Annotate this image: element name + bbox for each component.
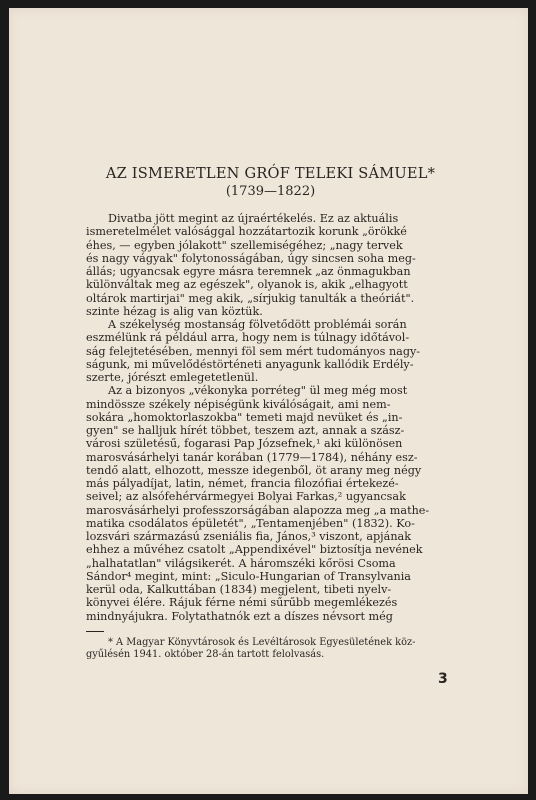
- body-line: szerte, jórészt emlegetetlenül.: [86, 371, 259, 384]
- body-line: tendő alatt, elhozott, messze idegenből, öt arany meg négy: [86, 463, 422, 477]
- body-line: sokára „homoktorlaszokba" temeti majd nevüket és „in-: [86, 410, 403, 424]
- body-line: „halhatatlan" világsikerét. A háromszéki kőrösi Csoma: [86, 556, 396, 570]
- body-line: állás; ugyancsak egyre másra teremnek „az önmagukban: [86, 265, 411, 278]
- page-number: 3: [438, 671, 448, 687]
- body-line: marosvásárhelyi tanár korában (1779—1784), néhány esz-: [86, 450, 418, 464]
- body-line: éhes, — egyben jólakott" szellemiségéhez; „nagy tervek: [86, 238, 403, 252]
- body-line: különváltak meg az egészek", olyanok is, akik „elhagyott: [86, 278, 408, 292]
- body-line: Az a bizonyos „vékonyka porréteg" ül meg még most: [108, 384, 408, 398]
- body-line: városi születésű, fogarasi Pap Józsefnek,¹ aki különösen: [86, 437, 403, 451]
- body-line: marosvásárhelyi professzorságában alapozza meg „a mathe-: [86, 503, 430, 517]
- body-line: Divatba jött megint az újraértékelés. Ez az aktuális: [108, 212, 399, 225]
- body-line: gyen" se halljuk hírét többet, teszem azt, annak a szász-: [86, 424, 405, 437]
- body-line: mindnyájukra. Folytathatnók ezt a díszes névsort még: [86, 609, 393, 623]
- body-line: Sándor⁴ megint, mint: „Siculo-Hungarian of Transylvania: [86, 569, 411, 583]
- book-page: [9, 8, 528, 794]
- body-line: és nagy vágyak" folytonosságában, úgy sincsen soha meg-: [86, 251, 416, 265]
- body-line: ság felejtetésében, mennyi föl sem mért tudományos nagy-: [86, 344, 421, 358]
- body-line: A székelység mostanság fölvetődött problémái során: [108, 318, 407, 331]
- article-title: AZ ISMERETLEN GRÓF TELEKI SÁMUEL*: [105, 165, 436, 182]
- article-body: [86, 212, 455, 623]
- body-line: mindössze székely népiségünk kiválóságait, ami nem-: [86, 397, 391, 411]
- page-content: [86, 165, 455, 661]
- body-line: eszmélünk rá például arra, hogy nem is túlnagy időtávol-: [86, 331, 410, 345]
- body-line: ismeretelmélet valósággal hozzátartozik korunk „örökké: [86, 225, 407, 239]
- life-dates: (1739—1822): [225, 184, 316, 199]
- body-line: könyvei élére. Rájuk férne némi sűrűbb megemlékezés: [86, 596, 398, 610]
- footnote-divider: [86, 631, 104, 632]
- body-line: szinte hézag is alig van köztük.: [86, 304, 263, 318]
- body-line: ságunk, mi művelődéstörténeti anyagunk kallódik Erdély-: [86, 357, 414, 371]
- footnote: [86, 637, 455, 661]
- footnote-line: gyűlésén 1941. október 28-án tartott felolvasás.: [86, 648, 325, 660]
- body-line: matika csodálatos épületét", „Tentamenjében" (1832). Ko-: [86, 516, 415, 530]
- body-line: más pályadíjat, latin, német, francia filozófiai értekezé-: [86, 477, 399, 490]
- body-line: lozsvári származású zseniális fia, János,³ viszont, apjának: [86, 530, 411, 543]
- body-line: seivel; az alsófehérvármegyei Bolyai Farkas,² ugyancsak: [86, 490, 406, 504]
- body-line: kerül oda, Kalkuttában (1834) megjelent, tibeti nyelv-: [86, 583, 392, 596]
- footnote-line: * A Magyar Könyvtárosok és Levéltárosok Egyesületének köz-: [108, 636, 416, 648]
- body-line: oltárok martirjai" meg akik, „sírjukig tanulták a theóriát".: [86, 291, 415, 305]
- body-line: ehhez a művéhez csatolt „Appendixével" biztosítja nevének: [86, 543, 423, 557]
